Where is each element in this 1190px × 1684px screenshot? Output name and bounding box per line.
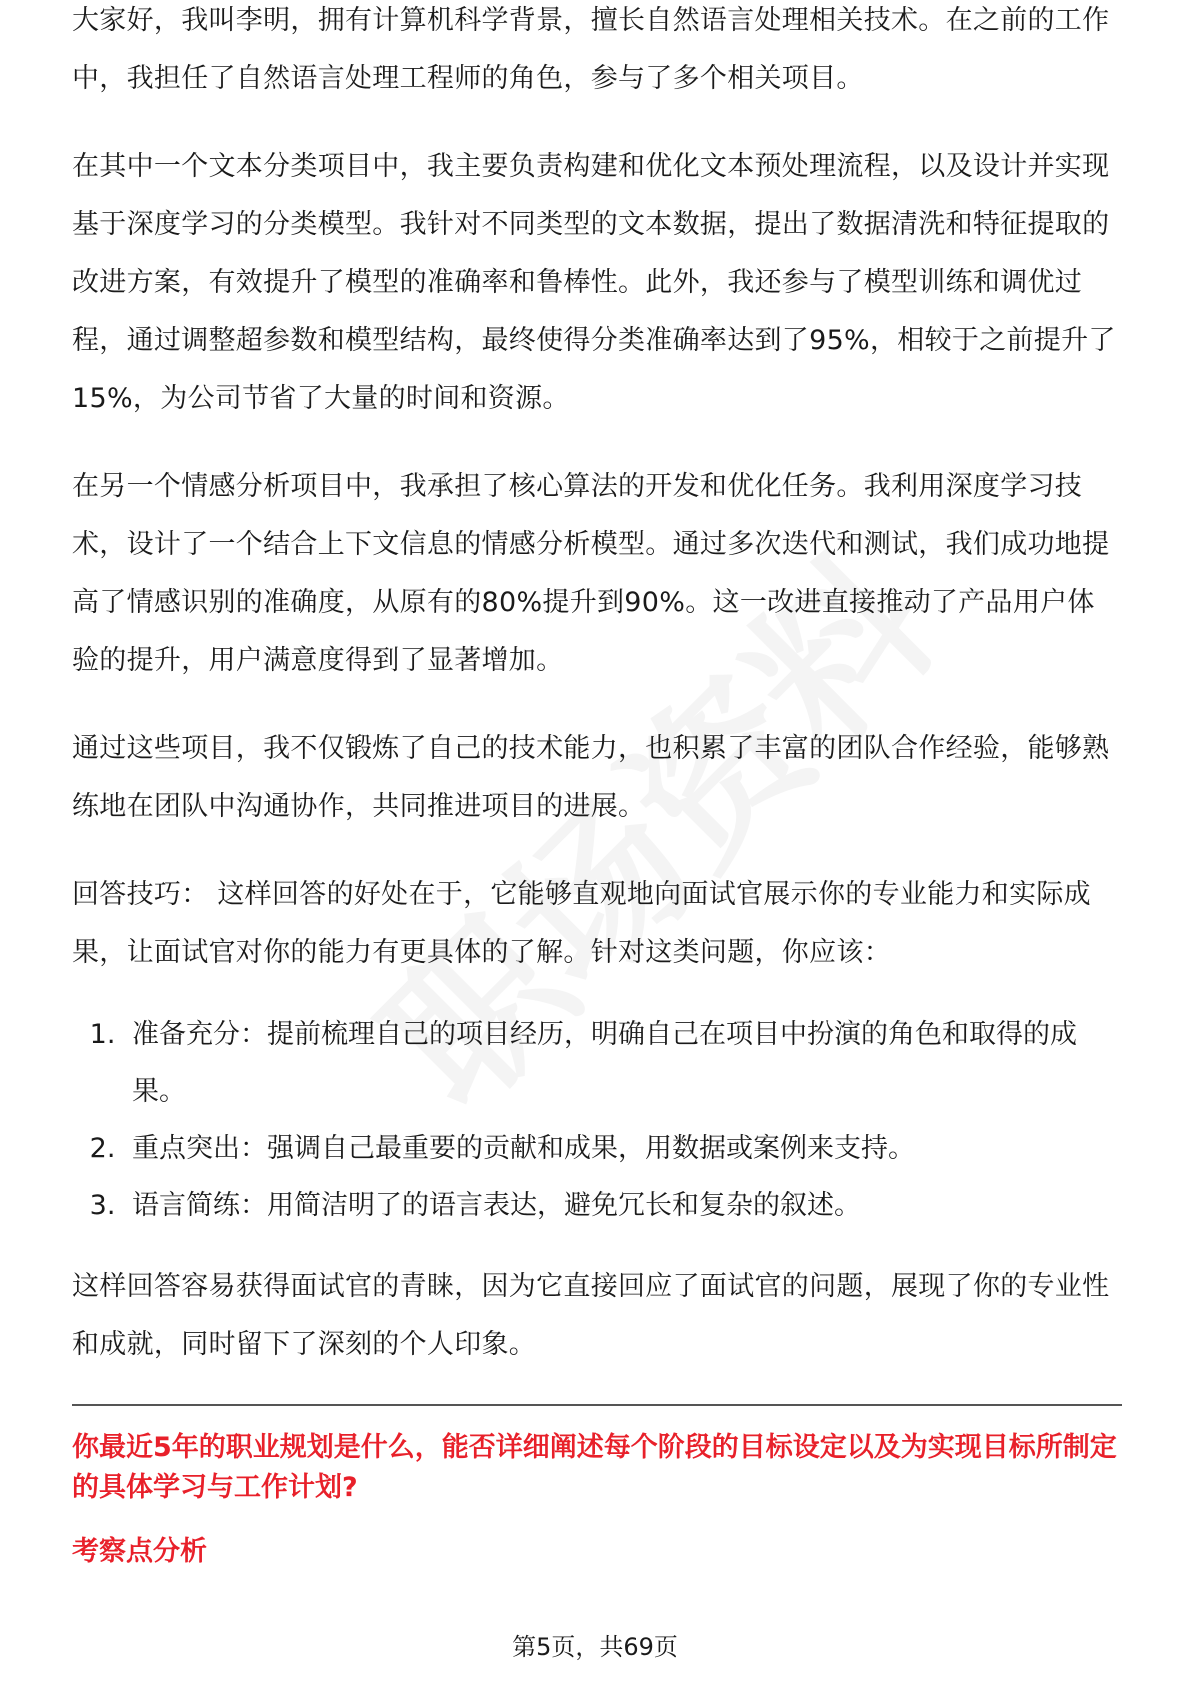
closing-paragraph: 这样回答容易获得面试官的青睐，因为它直接回应了面试官的问题，展现了你的专业性和成就，同时留下了深刻的个人印象。	[72, 1271, 1110, 1360]
summary-paragraph: 通过这些项目，我不仅锻炼了自己的技术能力，也积累了丰富的团队合作经验，能够熟练地在团队中沟通协作，共同推进项目的进展。	[72, 733, 1110, 822]
page-content	[72, 5, 1122, 1572]
tips-intro-paragraph: 回答技巧： 这样回答的好处在于，它能够直观地向面试官展示你的专业能力和实际成果，让面试官对你的能力有更具体的了解。针对这类问题，你应该：	[72, 879, 1091, 968]
intro-paragraph: 大家好，我叫李明，拥有计算机科学背景，擅长自然语言处理相关技术。在之前的工作中，我担任了自然语言处理工程师的角色，参与了多个相关项目。	[72, 5, 1110, 94]
sentiment-analysis-paragraph: 在另一个情感分析项目中，我承担了核心算法的开发和优化任务。我利用深度学习技术，设计了一个结合上下文信息的情感分析模型。通过多次迭代和测试，我们成功地提高了情感识别的准确度，从原有的80%提升到90%。这一改进直接推动了产品用户体验的提升，用户满意度得到了显著增加。	[72, 471, 1110, 676]
tips-list	[72, 1006, 1122, 1234]
text-classification-paragraph: 在其中一个文本分类项目中，我主要负责构建和优化文本预处理流程，以及设计并实现基于深度学习的分类模型。我针对不同类型的文本数据，提出了数据清洗和特征提取的改进方案，有效提升了模型的准确率和鲁棒性。此外，我还参与了模型训练和调优过程，通过调整超参数和模型结构，最终使得分类准确率达到了95%，相较于之前提升了15%，为公司节省了大量的时间和资源。	[72, 151, 1116, 414]
list-item: 2. 重点突出：强调自己最重要的贡献和成果，用数据或案例来支持。	[124, 1120, 1122, 1177]
analysis-subheading: 考察点分析	[72, 1536, 207, 1567]
section-divider	[72, 1404, 1122, 1406]
list-item: 1. 准备充分：提前梳理自己的项目经历，明确自己在项目中扮演的角色和取得的成果。	[124, 1006, 1122, 1120]
list-item: 3. 语言简练：用简洁明了的语言表达，避免冗长和复杂的叙述。	[124, 1177, 1122, 1234]
question-heading: 你最近5年的职业规划是什么，能否详细阐述每个阶段的目标设定以及为实现目标所制定的具体学习与工作计划?	[72, 1432, 1117, 1503]
page-number: 第5页，共69页	[512, 1633, 678, 1661]
